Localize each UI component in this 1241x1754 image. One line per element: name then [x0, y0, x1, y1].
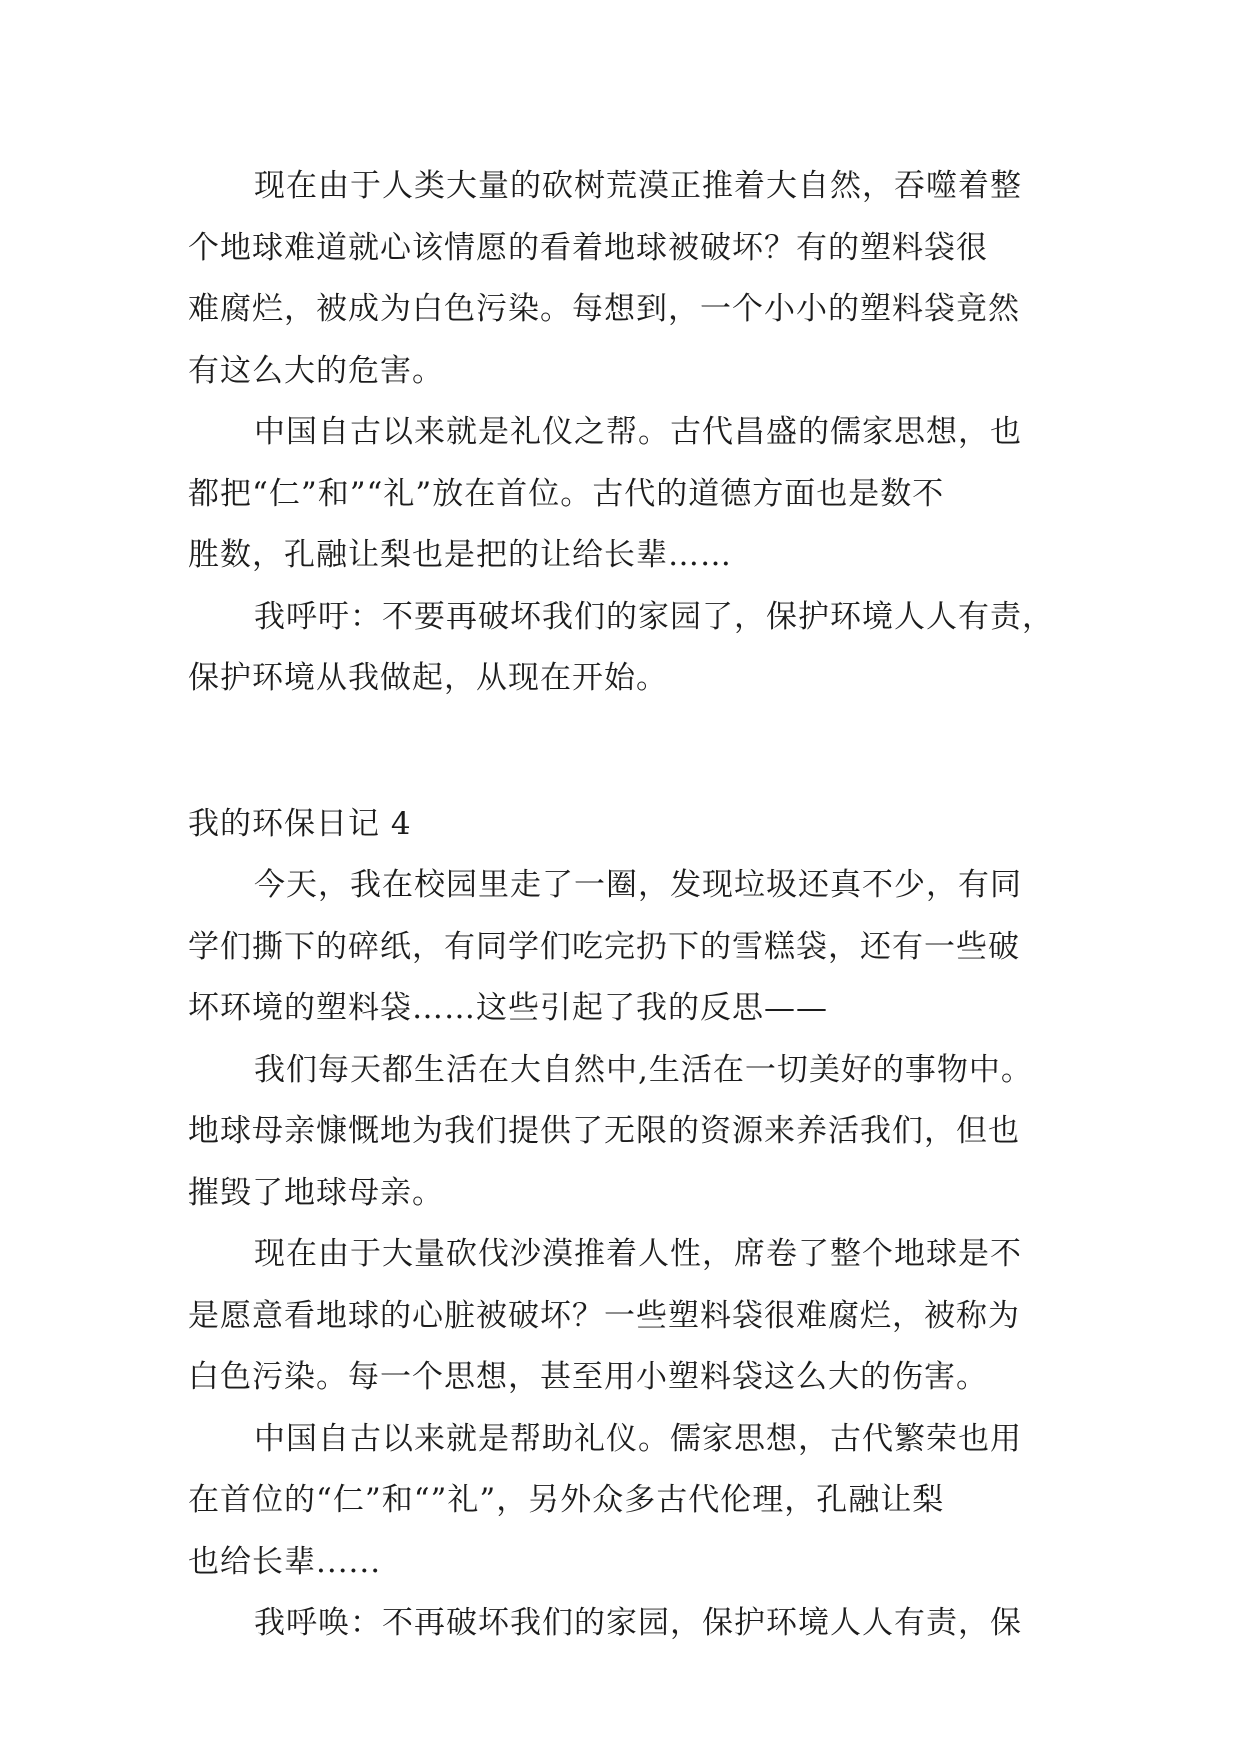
paragraph	[188, 1224, 1054, 1409]
paragraph	[188, 855, 1054, 1040]
text-line: 坏环境的塑料袋……这些引起了我的反思——	[188, 990, 828, 1026]
text-line: 中国自古以来就是礼仪之帮。古代昌盛的儒家思想，也	[254, 414, 1022, 450]
text-line: 学们撕下的碎纸，有同学们吃完扔下的雪糕袋，还有一些破	[188, 928, 1020, 965]
text-line: 也给长辈......	[188, 1543, 382, 1580]
text-line: 个地球难道就心该情愿的看着地球被破坏？有的塑料袋很	[188, 229, 988, 266]
text-line: 难腐烂，被成为白色污染。每想到，一个小小的塑料袋竟然	[188, 291, 1020, 327]
paragraph	[188, 1593, 1054, 1655]
section-title: 我的环保日记 4	[188, 805, 412, 842]
paragraph	[188, 156, 1054, 402]
text-line: 今天，我在校园里走了一圈，发现垃圾还真不少，有同	[254, 867, 1022, 903]
text-line: 保护环境从我做起，从现在开始。	[188, 660, 668, 696]
text-line: 现在由于大量砍伐沙漠推着人性，席卷了整个地球是不	[254, 1236, 1022, 1272]
section-gap	[188, 710, 1054, 794]
text-line: 摧毁了地球母亲。	[188, 1174, 444, 1211]
text-line: 地球母亲慷慨地为我们提供了无限的资源来养活我们，但也	[188, 1113, 1020, 1149]
paragraph	[188, 587, 1054, 710]
text-line: 胜数，孔融让梨也是把的让给长辈……	[188, 537, 732, 573]
paragraph	[188, 1409, 1054, 1594]
text-line: 我们每天都生活在大自然中,生活在一切美好的事物中。	[254, 1051, 1033, 1088]
text-line: 我呼吁：不要再破坏我们的家园了，保护环境人人有责，	[254, 598, 1054, 635]
paragraph	[188, 1040, 1054, 1225]
text-line: 现在由于人类大量的砍树荒漠正推着大自然，吞噬着整	[254, 168, 1022, 204]
text-line: 有这么大的危害。	[188, 352, 444, 389]
text-line: 中国自古以来就是帮助礼仪。儒家思想，古代繁荣也用	[254, 1420, 1022, 1457]
paragraph	[188, 402, 1054, 587]
document-body	[188, 156, 1054, 1655]
text-line: 在首位的“仁”和“”礼”，另外众多古代伦理，孔融让梨	[188, 1482, 945, 1518]
text-line: 都把“仁”和”“礼”放在首位。古代的道德方面也是数不	[188, 475, 945, 512]
text-line: 是愿意看地球的心脏被破坏？一些塑料袋很难腐烂，被称为	[188, 1297, 1020, 1334]
text-line: 我呼唤：不再破坏我们的家园，保护环境人人有责，保	[254, 1605, 1022, 1641]
text-line: 白色污染。每一个思想，甚至用小塑料袋这么大的伤害。	[188, 1359, 988, 1395]
